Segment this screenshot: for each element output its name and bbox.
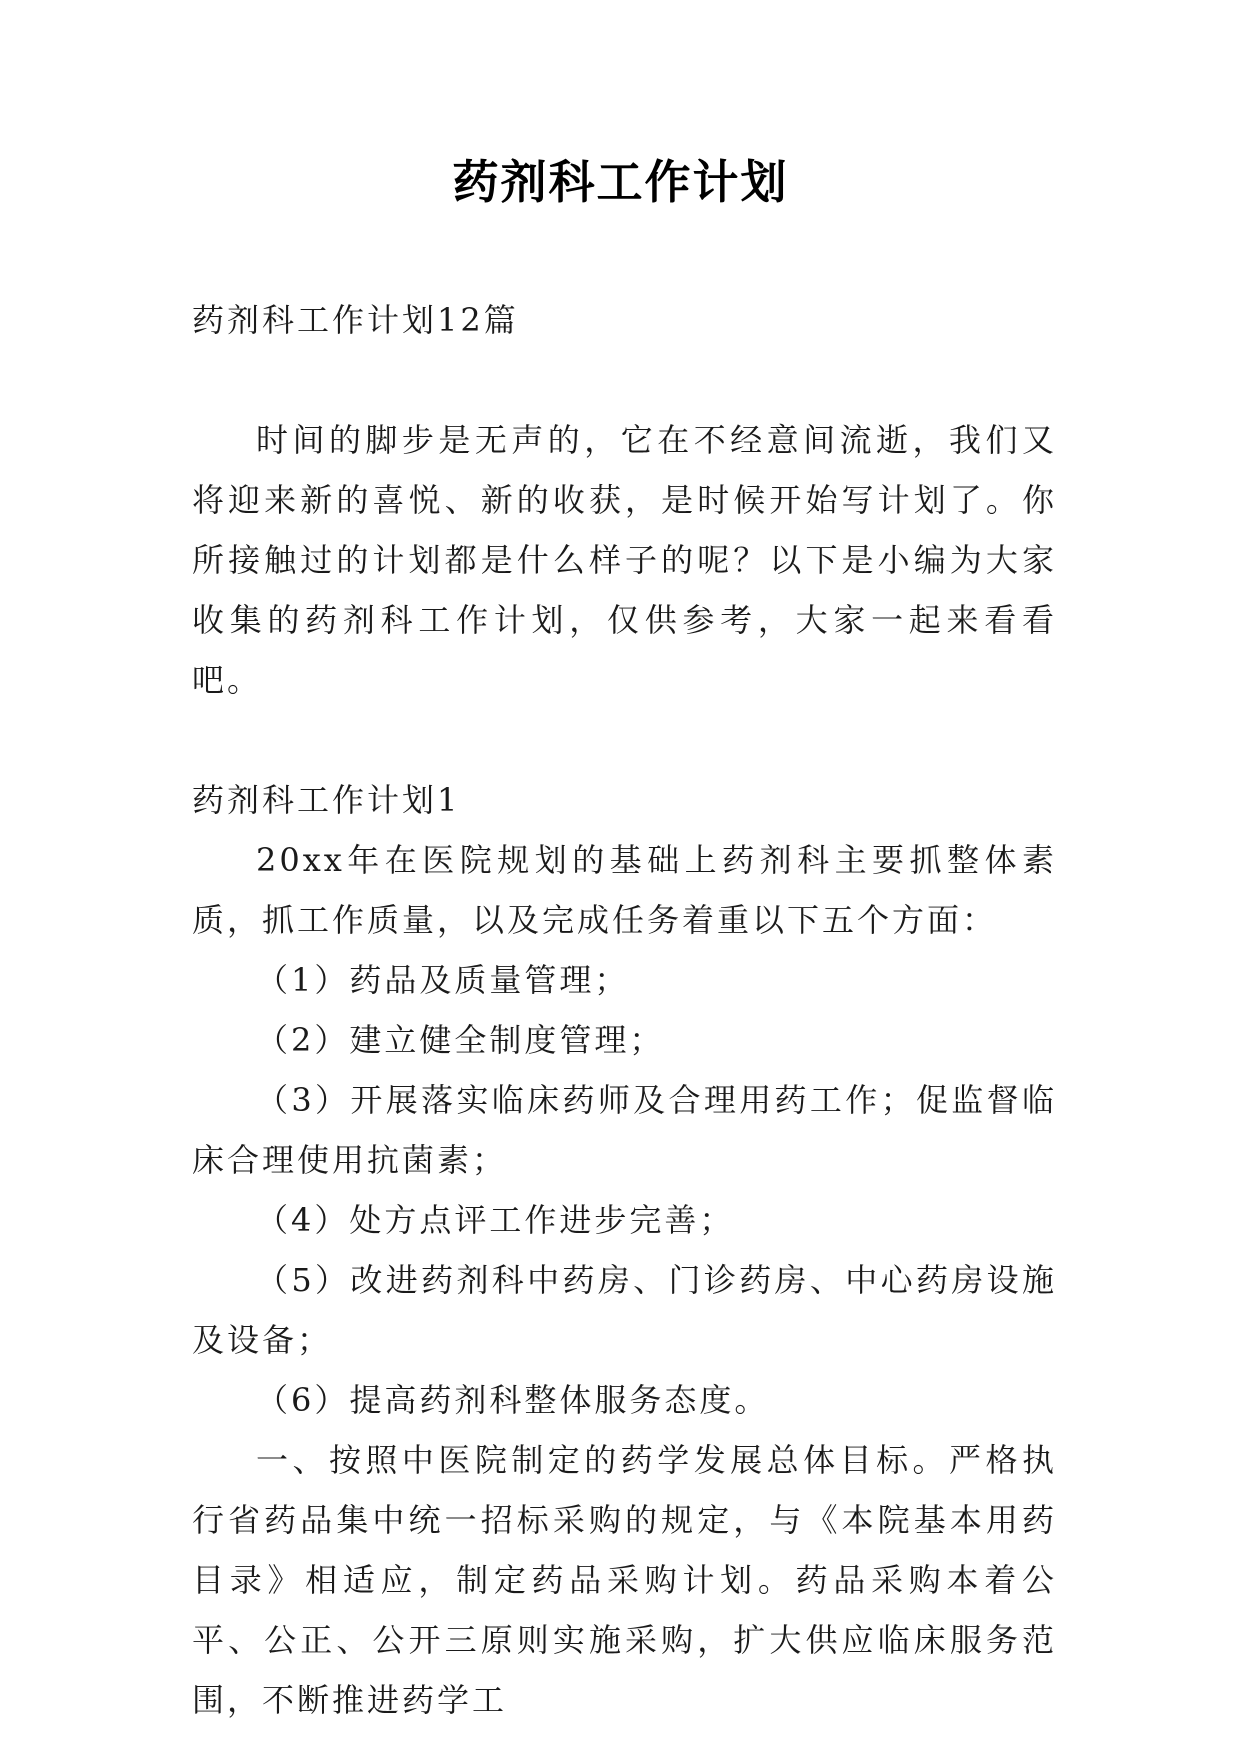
section-heading: 药剂科工作计划1 [192,781,461,819]
document-body [192,290,1057,1730]
list-item: （4）处方点评工作进步完善； [256,1201,735,1239]
section-lead-paragraph: 20xx年在医院规划的基础上药剂科主要抓整体素质，抓工作质量，以及完成任务着重以下五个方面： [192,841,1057,939]
document-subtitle: 药剂科工作计划12篇 [192,301,519,339]
body-paragraph: 一、按照中医院制定的药学发展总体目标。严格执行省药品集中统一招标采购的规定，与《本院基本用药目录》相适应，制定药品采购计划。药品采购本着公平、公正、公开三原则实施采购，扩大供应临床服务范围，不断推进药学工 [192,1441,1057,1719]
intro-paragraph: 时间的脚步是无声的，它在不经意间流逝，我们又将迎来新的喜悦、新的收获，是时候开始写计划了。你所接触过的计划都是什么样子的呢？以下是小编为大家收集的药剂科工作计划，仅供参考，大家一起来看看吧。 [192,421,1057,699]
list-item: （1）药品及质量管理； [256,961,630,999]
list-item: （6）提高药剂科整体服务态度。 [256,1381,770,1419]
list-item: （2）建立健全制度管理； [256,1021,665,1059]
document-title: 药剂科工作计划 [452,155,789,209]
list-item: （3）开展落实临床药师及合理用药工作；促监督临床合理使用抗菌素； [192,1081,1057,1179]
list-item: （5）改进药剂科中药房、门诊药房、中心药房设施及设备； [192,1261,1057,1359]
